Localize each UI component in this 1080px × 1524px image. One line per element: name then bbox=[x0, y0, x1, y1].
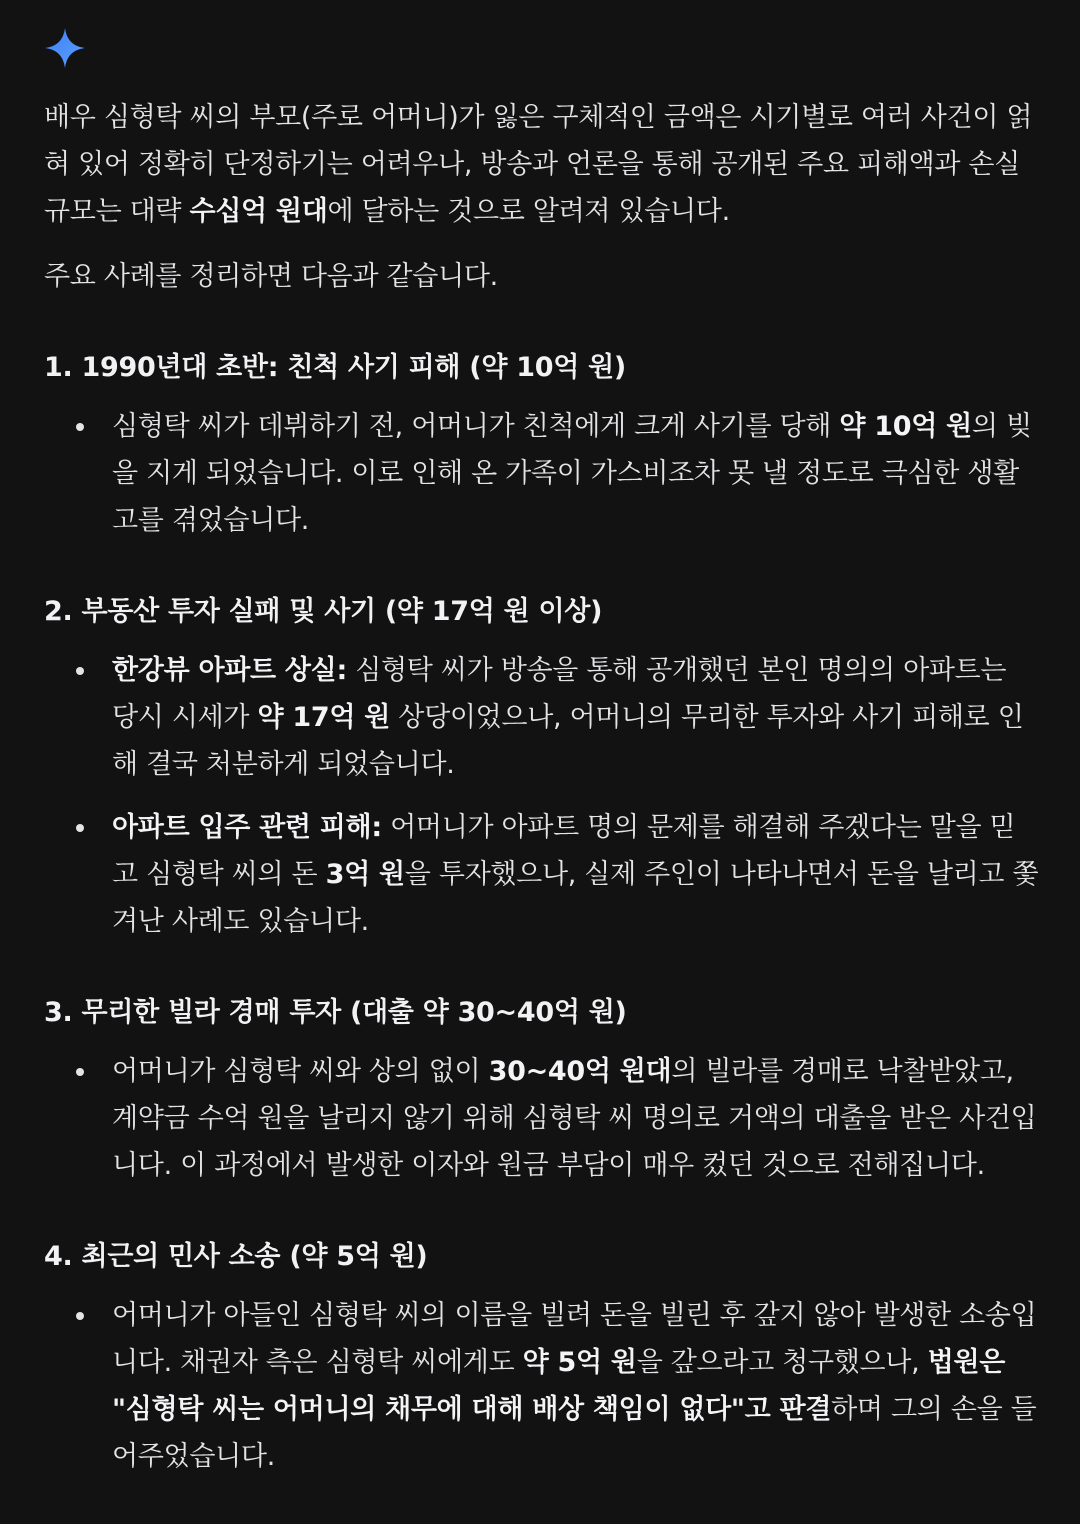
bullet-list bbox=[44, 647, 1039, 945]
intro-paragraph: 배우 심형탁 씨의 부모(주로 어머니)가 잃은 구체적인 금액은 시기별로 여러 사건이 얽혀 있어 정확히 단정하기는 어려우나, 방송과 언론을 통해 공개된 주요 피해액과 손실 규모는 대략 수십억 원대에 달하는 것으로 알려져 있습니다. bbox=[44, 102, 1033, 227]
section-heading: 4. 최근의 민사 소송 (약 5억 원) bbox=[44, 1241, 428, 1272]
list-item: 어머니가 심형탁 씨와 상의 없이 30~40억 원대의 빌라를 경매로 낙찰받았고, 계약금 수억 원을 날리지 않기 위해 심형탁 씨 명의로 거액의 대출을 받은 사건입니다. 이 과정에서 발생한 이자와 원금 부담이 매우 컸던 것으로 전해집니다. bbox=[44, 1048, 1039, 1189]
section-heading: 1. 1990년대 초반: 친척 사기 피해 (약 10억 원) bbox=[44, 352, 626, 383]
response-body bbox=[44, 94, 1039, 1524]
list-item: 한강뷰 아파트 상실: 심형탁 씨가 방송을 통해 공개했던 본인 명의의 아파트는 당시 시세가 약 17억 원 상당이었으나, 어머니의 무리한 투자와 사기 피해로 인해 결국 처분하게 되었습니다. bbox=[44, 647, 1039, 788]
list-item: 어머니가 아들인 심형탁 씨의 이름을 빌려 돈을 빌린 후 갚지 않아 발생한 소송입니다. 채권자 측은 심형탁 씨에게도 약 5억 원을 갚으라고 청구했으나, 법원은 "심형탁 씨는 어머니의 채무에 대해 배상 책임이 없다"고 판결하며 그의 손을 들어주었습니다. bbox=[44, 1292, 1039, 1480]
bullet-list bbox=[44, 403, 1039, 544]
list-item: 심형탁 씨가 데뷔하기 전, 어머니가 친척에게 크게 사기를 당해 약 10억 원의 빚을 지게 되었습니다. 이로 인해 온 가족이 가스비조차 못 낼 정도로 극심한 생활고를 겪었습니다. bbox=[44, 403, 1039, 544]
section-heading: 3. 무리한 빌라 경매 투자 (대출 약 30~40억 원) bbox=[44, 997, 627, 1028]
lead-paragraph: 주요 사례를 정리하면 다음과 같습니다. bbox=[44, 261, 498, 292]
emphasis: 수십억 원대 bbox=[189, 196, 328, 227]
gemini-sparkle-icon bbox=[44, 27, 86, 69]
bullet-list bbox=[44, 1048, 1039, 1189]
bullet-list bbox=[44, 1292, 1039, 1480]
list-item: 아파트 입주 관련 피해: 어머니가 아파트 명의 문제를 해결해 주겠다는 말을 믿고 심형탁 씨의 돈 3억 원을 투자했으나, 실제 주인이 나타나면서 돈을 날리고 쫓겨난 사례도 있습니다. bbox=[44, 804, 1039, 945]
section-heading: 2. 부동산 투자 실패 및 사기 (약 17억 원 이상) bbox=[44, 596, 603, 627]
